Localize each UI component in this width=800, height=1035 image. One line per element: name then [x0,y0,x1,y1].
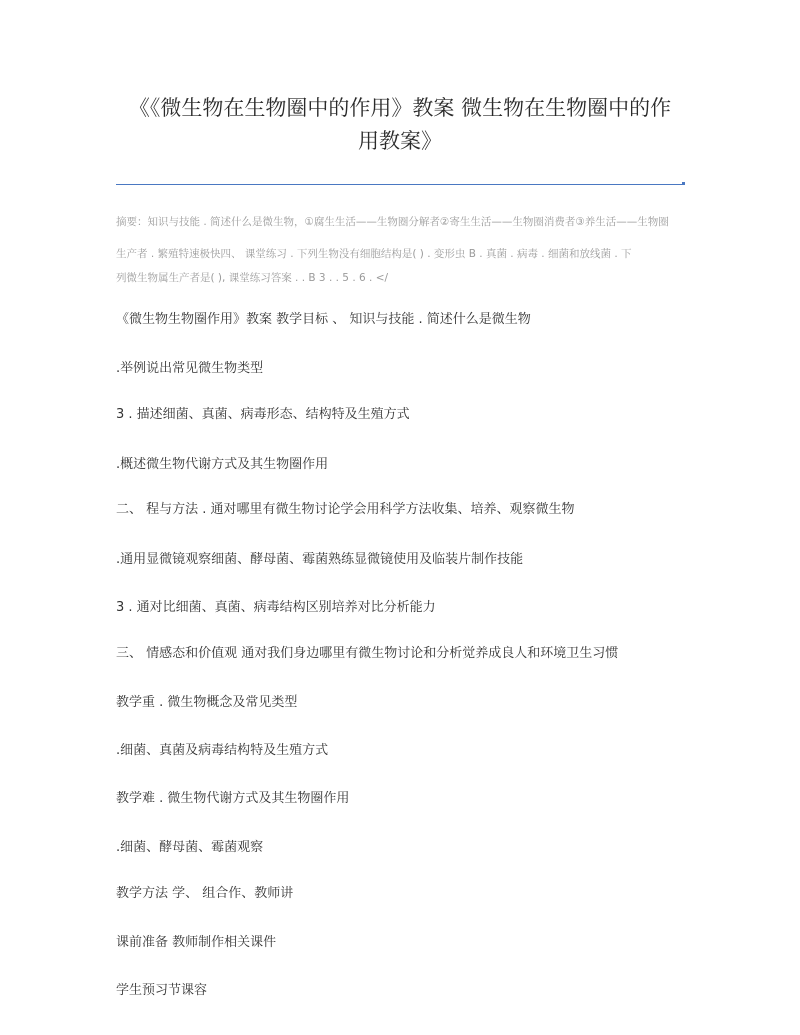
body-paragraph: 三、 情感态和价值观 通对我们身边哪里有微生物讨论和分析觉养成良人和环境卫生习惯 [116,646,619,661]
body-paragraph: 二、 程与方法 . 通对哪里有微生物讨论学会用科学方法收集、培养、观察微生物 [116,502,575,517]
body-paragraph: 3 . 通对比细菌、真菌、病毒结构区别培养对比分析能力 [116,600,436,615]
body-paragraph: .细菌、酵母菌、霉菌观察 [116,840,264,855]
abstract-line: 摘要：知识与技能 . 简述什么是微生物，①腐生生活——生物圈分解者②寄生生活——生物圈消费者③养生活——生物圈 [116,216,669,228]
body-paragraph: 教学重 . 微生物概念及常见类型 [116,695,298,710]
body-paragraph: .通用显微镜观察细菌、酵母菌、霉菌熟练显微镜使用及临装片制作技能 [116,552,524,567]
title-divider [116,184,684,185]
body-paragraph: 课前准备 教师制作相关课件 [116,935,277,950]
abstract-line: 列微生物属生产者是( ), 课堂练习答案 . . B 3 . . 5 . 6 . </ [116,272,389,284]
body-paragraph: .细菌、真菌及病毒结构特及生殖方式 [116,743,329,758]
body-paragraph: 3 . 描述细菌、真菌、病毒形态、结构特及生殖方式 [116,407,410,422]
divider-end-dot [682,182,685,185]
body-paragraph: 教学难 . 微生物代谢方式及其生物圈作用 [116,791,350,806]
body-paragraph: .举例说出常见微生物类型 [116,361,264,376]
document-title: 《《微生物在生物圈中的作用》教案 微生物在生物圈中的作用教案》 [128,96,672,153]
body-paragraph: 学生预习节课容 [116,983,208,998]
abstract-line: 生产者 . 繁殖特速极快四、 课堂练习 . 下列生物没有细胞结构是( ) . 变形虫 B . 真菌 . 病毒 . 细菌和放线菌 . 下 [116,248,632,260]
body-paragraph: .概述微生物代谢方式及其生物圈作用 [116,457,329,472]
body-paragraph: 教学方法 学、 组合作、教师讲 [116,886,294,901]
body-paragraph: 《微生物生物圈作用》教案 教学目标 、 知识与技能 . 简述什么是微生物 [116,312,531,327]
